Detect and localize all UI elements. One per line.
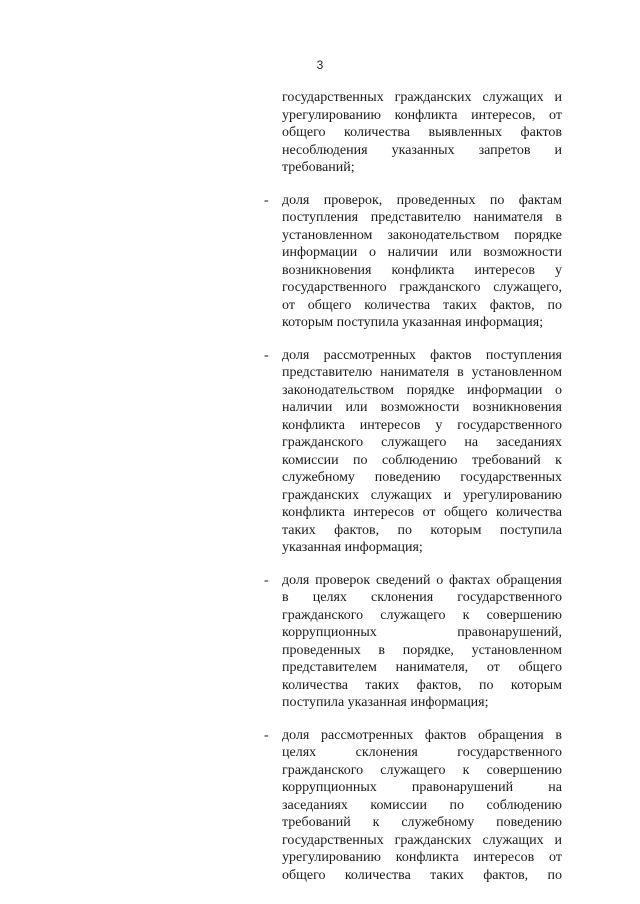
text-line: от общего количества таких фактов, по — [282, 297, 562, 313]
text-line: доля рассмотренных фактов поступления — [282, 347, 562, 363]
text-line: представителем нанимателя, от общего — [282, 660, 562, 675]
text-line: целях склонения государственного — [282, 745, 562, 760]
text-line: наличии или возможности возникновения — [282, 400, 562, 415]
document-body — [264, 89, 562, 884]
text-line: указанная информация; — [282, 540, 423, 555]
text-line: коррупционных правонарушений, — [282, 625, 562, 640]
text-line: таких фактов, по которым поступила — [282, 522, 562, 538]
text-line: представителю нанимателя в установленном — [282, 365, 562, 380]
list-item — [264, 572, 562, 712]
text-line: установленном законодательством порядке — [282, 227, 562, 243]
text-line: несоблюдения указанных запретов и — [282, 142, 562, 158]
continuation-paragraph — [282, 89, 562, 177]
list-item — [264, 347, 562, 557]
text-line: законодательством порядке информации о — [282, 382, 562, 398]
text-line: служебному поведению государственных — [282, 470, 562, 485]
text-line: конфликта интересов от общего количества — [282, 505, 562, 520]
text-line: поступления представителю нанимателя в — [282, 210, 562, 225]
list-bullet-dash: - — [264, 347, 269, 363]
text-line: гражданского служащего к совершению — [282, 607, 562, 623]
text-line: доля проверок сведений о фактах обращения — [282, 572, 562, 588]
list-bullet-dash: - — [264, 572, 269, 588]
text-line: комиссии по соблюдению требований к — [282, 452, 562, 468]
text-line: требований к служебному поведению — [282, 815, 562, 830]
text-line: проведенных в порядке, установленном — [282, 642, 562, 658]
text-line: государственного гражданского служащего, — [282, 280, 562, 295]
text-line: конфликта интересов у государственного — [282, 417, 562, 433]
text-line: гражданского служащего на заседаниях — [282, 435, 562, 450]
text-line: доля проверок, проведенных по фактам — [282, 192, 562, 208]
text-line: поступила указанная информация; — [282, 695, 489, 710]
text-line: требований; — [282, 160, 355, 175]
text-line: информации о наличии или возможности — [282, 245, 562, 260]
text-line: заседаниях комиссии по соблюдению — [282, 797, 562, 813]
text-line: общего количества таких фактов, по — [282, 867, 562, 883]
text-line: государственных гражданских служащих и — [282, 832, 562, 848]
text-line: гражданских служащих и урегулированию — [282, 487, 562, 503]
page-number: 3 — [316, 58, 324, 72]
list-item — [264, 192, 562, 332]
list-bullet-dash: - — [264, 727, 269, 743]
list-bullet-dash: - — [264, 192, 269, 208]
text-line: урегулированию конфликта интересов, от — [282, 107, 562, 123]
text-line: государственных гражданских служащих и — [282, 90, 562, 105]
text-line: возникновения конфликта интересов у — [282, 262, 562, 278]
text-line: коррупционных правонарушений на — [282, 780, 562, 795]
text-line: гражданского служащего к совершению — [282, 762, 562, 778]
text-line: которым поступила указанная информация; — [282, 315, 544, 330]
list-item — [264, 727, 562, 885]
text-line: общего количества выявленных фактов — [282, 125, 562, 140]
text-line: доля рассмотренных фактов обращения в — [282, 727, 562, 743]
text-line: в целях склонения государственного — [282, 590, 562, 605]
text-line: количества таких фактов, по которым — [282, 677, 562, 693]
text-line: урегулированию конфликта интересов от — [282, 850, 562, 865]
